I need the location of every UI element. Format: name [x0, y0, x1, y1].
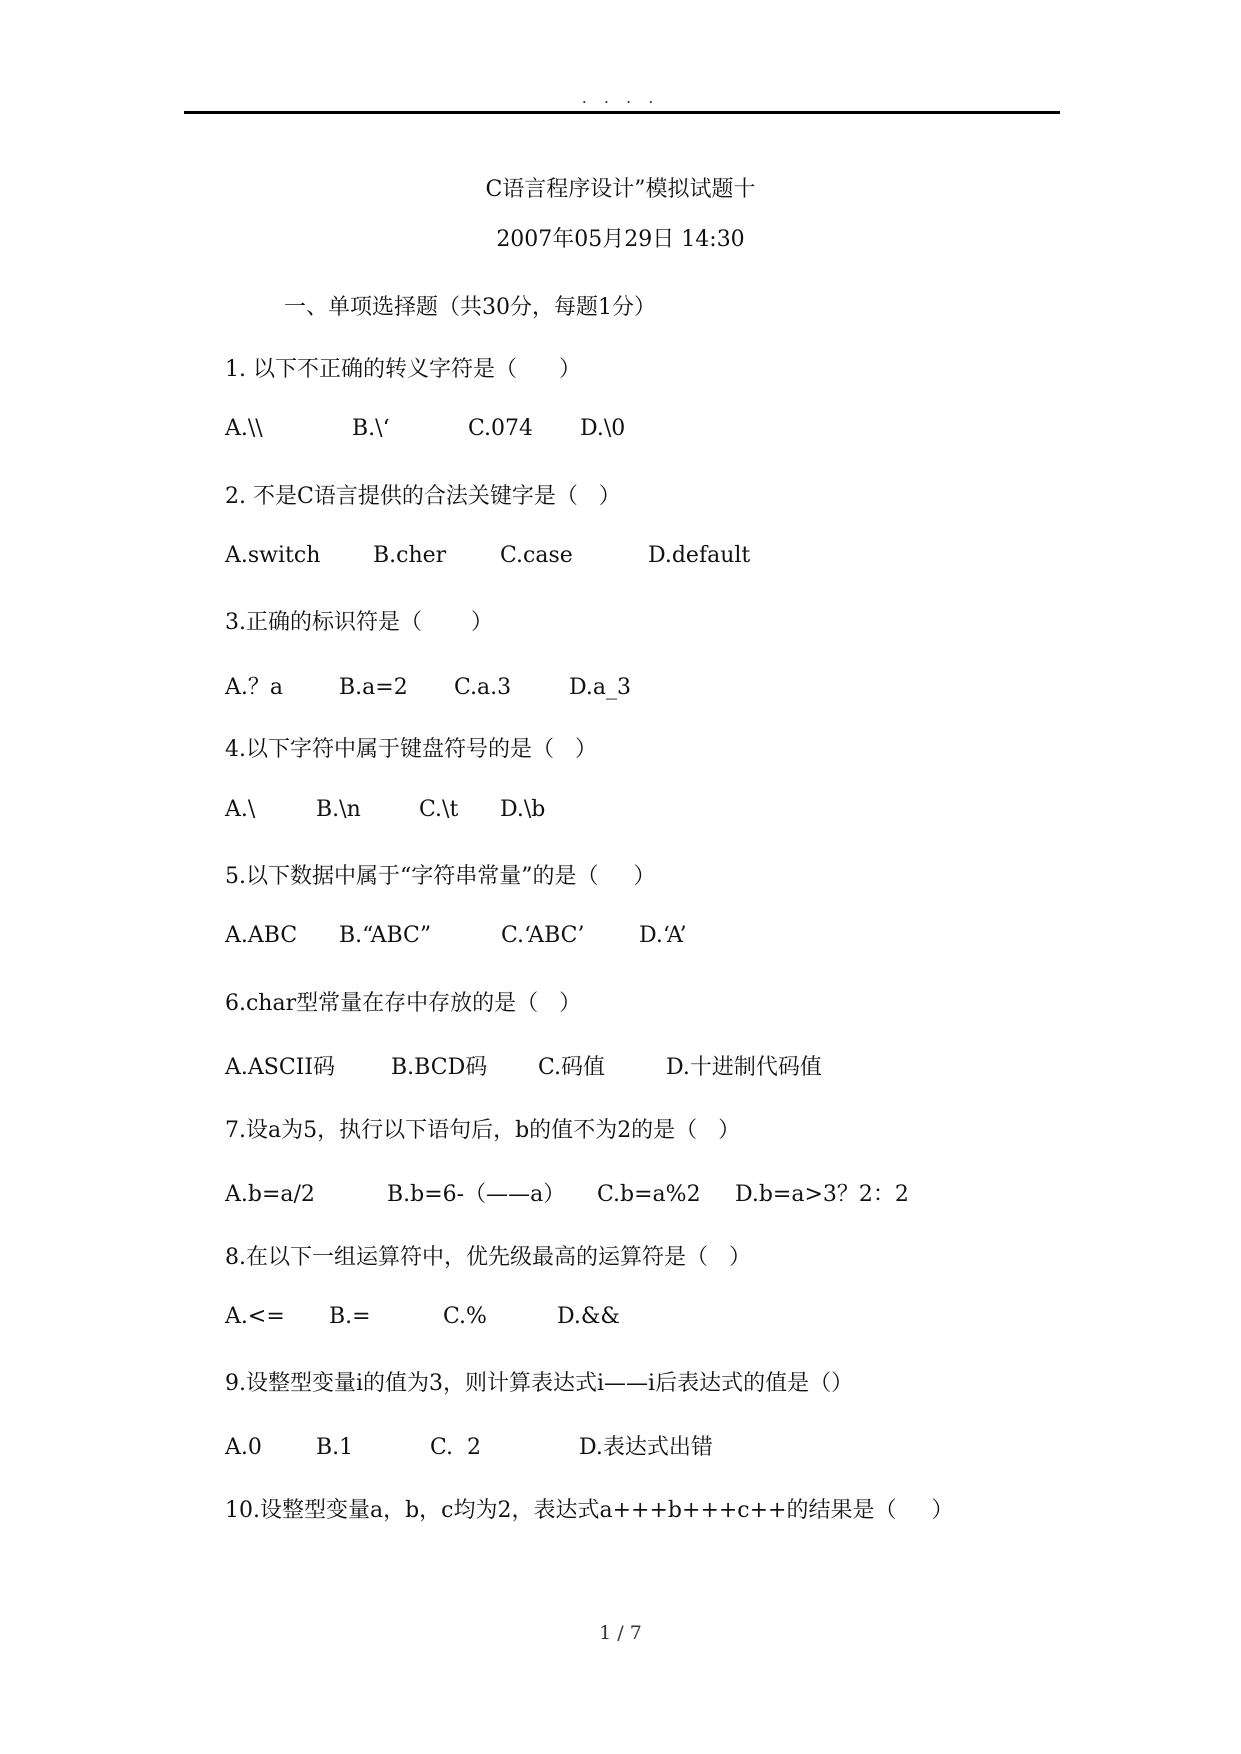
- options-3: [225, 670, 631, 701]
- question-10: 10.设整型变量a，b，c均为2，表达式a+++b+++c++的结果是（ ）: [225, 1498, 954, 1523]
- option: A.ABC: [225, 923, 298, 948]
- options-1: [225, 416, 625, 441]
- option: C.‘ABC’: [501, 923, 585, 948]
- option: A.0: [225, 1435, 262, 1460]
- option: D.b=a>3？2：2: [735, 1182, 909, 1207]
- question-6: 6.char型常量在存中存放的是（ ）: [225, 991, 582, 1016]
- option: D.表达式出错: [579, 1435, 713, 1460]
- option: A.switch: [225, 543, 321, 568]
- question-3: 3.正确的标识符是（ ）: [225, 610, 493, 635]
- page-number: 1 / 7: [599, 1622, 642, 1644]
- option: C.074: [468, 416, 534, 441]
- option: A.b=a/2: [225, 1182, 315, 1207]
- option: B.BCD码: [391, 1055, 488, 1080]
- option: B.“ABC”: [339, 923, 432, 948]
- option: B.a=2: [339, 675, 408, 700]
- option: D.default: [648, 543, 751, 568]
- option: D.‘A’: [639, 923, 687, 948]
- options-4: [225, 797, 545, 822]
- section-heading: 一、单项选择题（共30分，每题1分）: [284, 295, 656, 320]
- option: B.1: [316, 1435, 354, 1460]
- question-8: 8.在以下一组运算符中，优先级最高的运算符是（ ）: [225, 1245, 751, 1270]
- option: C.\t: [419, 797, 459, 822]
- option: D.&&: [557, 1304, 621, 1329]
- question-4: 4.以下字符中属于键盘符号的是（ ）: [225, 737, 597, 762]
- option: B.=: [329, 1304, 371, 1329]
- option: C. 2: [430, 1435, 482, 1460]
- option: D.a_3: [569, 675, 631, 700]
- question-1: 1. 以下不正确的转义字符是（ ）: [225, 357, 581, 382]
- option: A.ASCII码: [225, 1055, 336, 1080]
- question-2: 2. 不是C语言提供的合法关键字是（ ）: [225, 484, 621, 509]
- option: B.\n: [316, 797, 361, 822]
- options-7: [225, 1177, 909, 1208]
- option: A.\: [225, 797, 256, 822]
- option: D.\0: [580, 416, 626, 441]
- option: A.<=: [225, 1304, 285, 1329]
- date-line: 2007年05月29日 14:30: [496, 227, 745, 252]
- option: B.\‘: [352, 416, 390, 441]
- option: B.cher: [373, 543, 447, 568]
- option: C.case: [500, 543, 573, 568]
- options-6: [225, 1050, 822, 1081]
- header-dots: . . . .: [581, 88, 660, 107]
- option: A.？a: [225, 675, 283, 700]
- options-5: [225, 923, 687, 948]
- options-8: [225, 1304, 620, 1329]
- option: C.b=a%2: [597, 1182, 701, 1207]
- header-rule: [184, 111, 1060, 114]
- option: D.\b: [500, 797, 546, 822]
- question-5: 5.以下数据中属于“字符串常量”的是（ ）: [225, 864, 656, 889]
- option: C.%: [443, 1304, 487, 1329]
- option: C.码值: [538, 1055, 606, 1080]
- page-title: C语言程序设计”模拟试题十: [485, 177, 756, 202]
- question-9: 9.设整型变量i的值为3，则计算表达式i——i后表达式的值是（）: [225, 1371, 854, 1396]
- question-7: 7.设a为5，执行以下语句后，b的值不为2的是（ ）: [225, 1118, 741, 1143]
- option: B.b=6-（——a）: [387, 1182, 566, 1207]
- option: D.十进制代码值: [666, 1055, 822, 1080]
- options-9: [225, 1430, 713, 1461]
- option: A.\\: [225, 416, 263, 441]
- option: C.a.3: [454, 675, 512, 700]
- options-2: [225, 543, 750, 568]
